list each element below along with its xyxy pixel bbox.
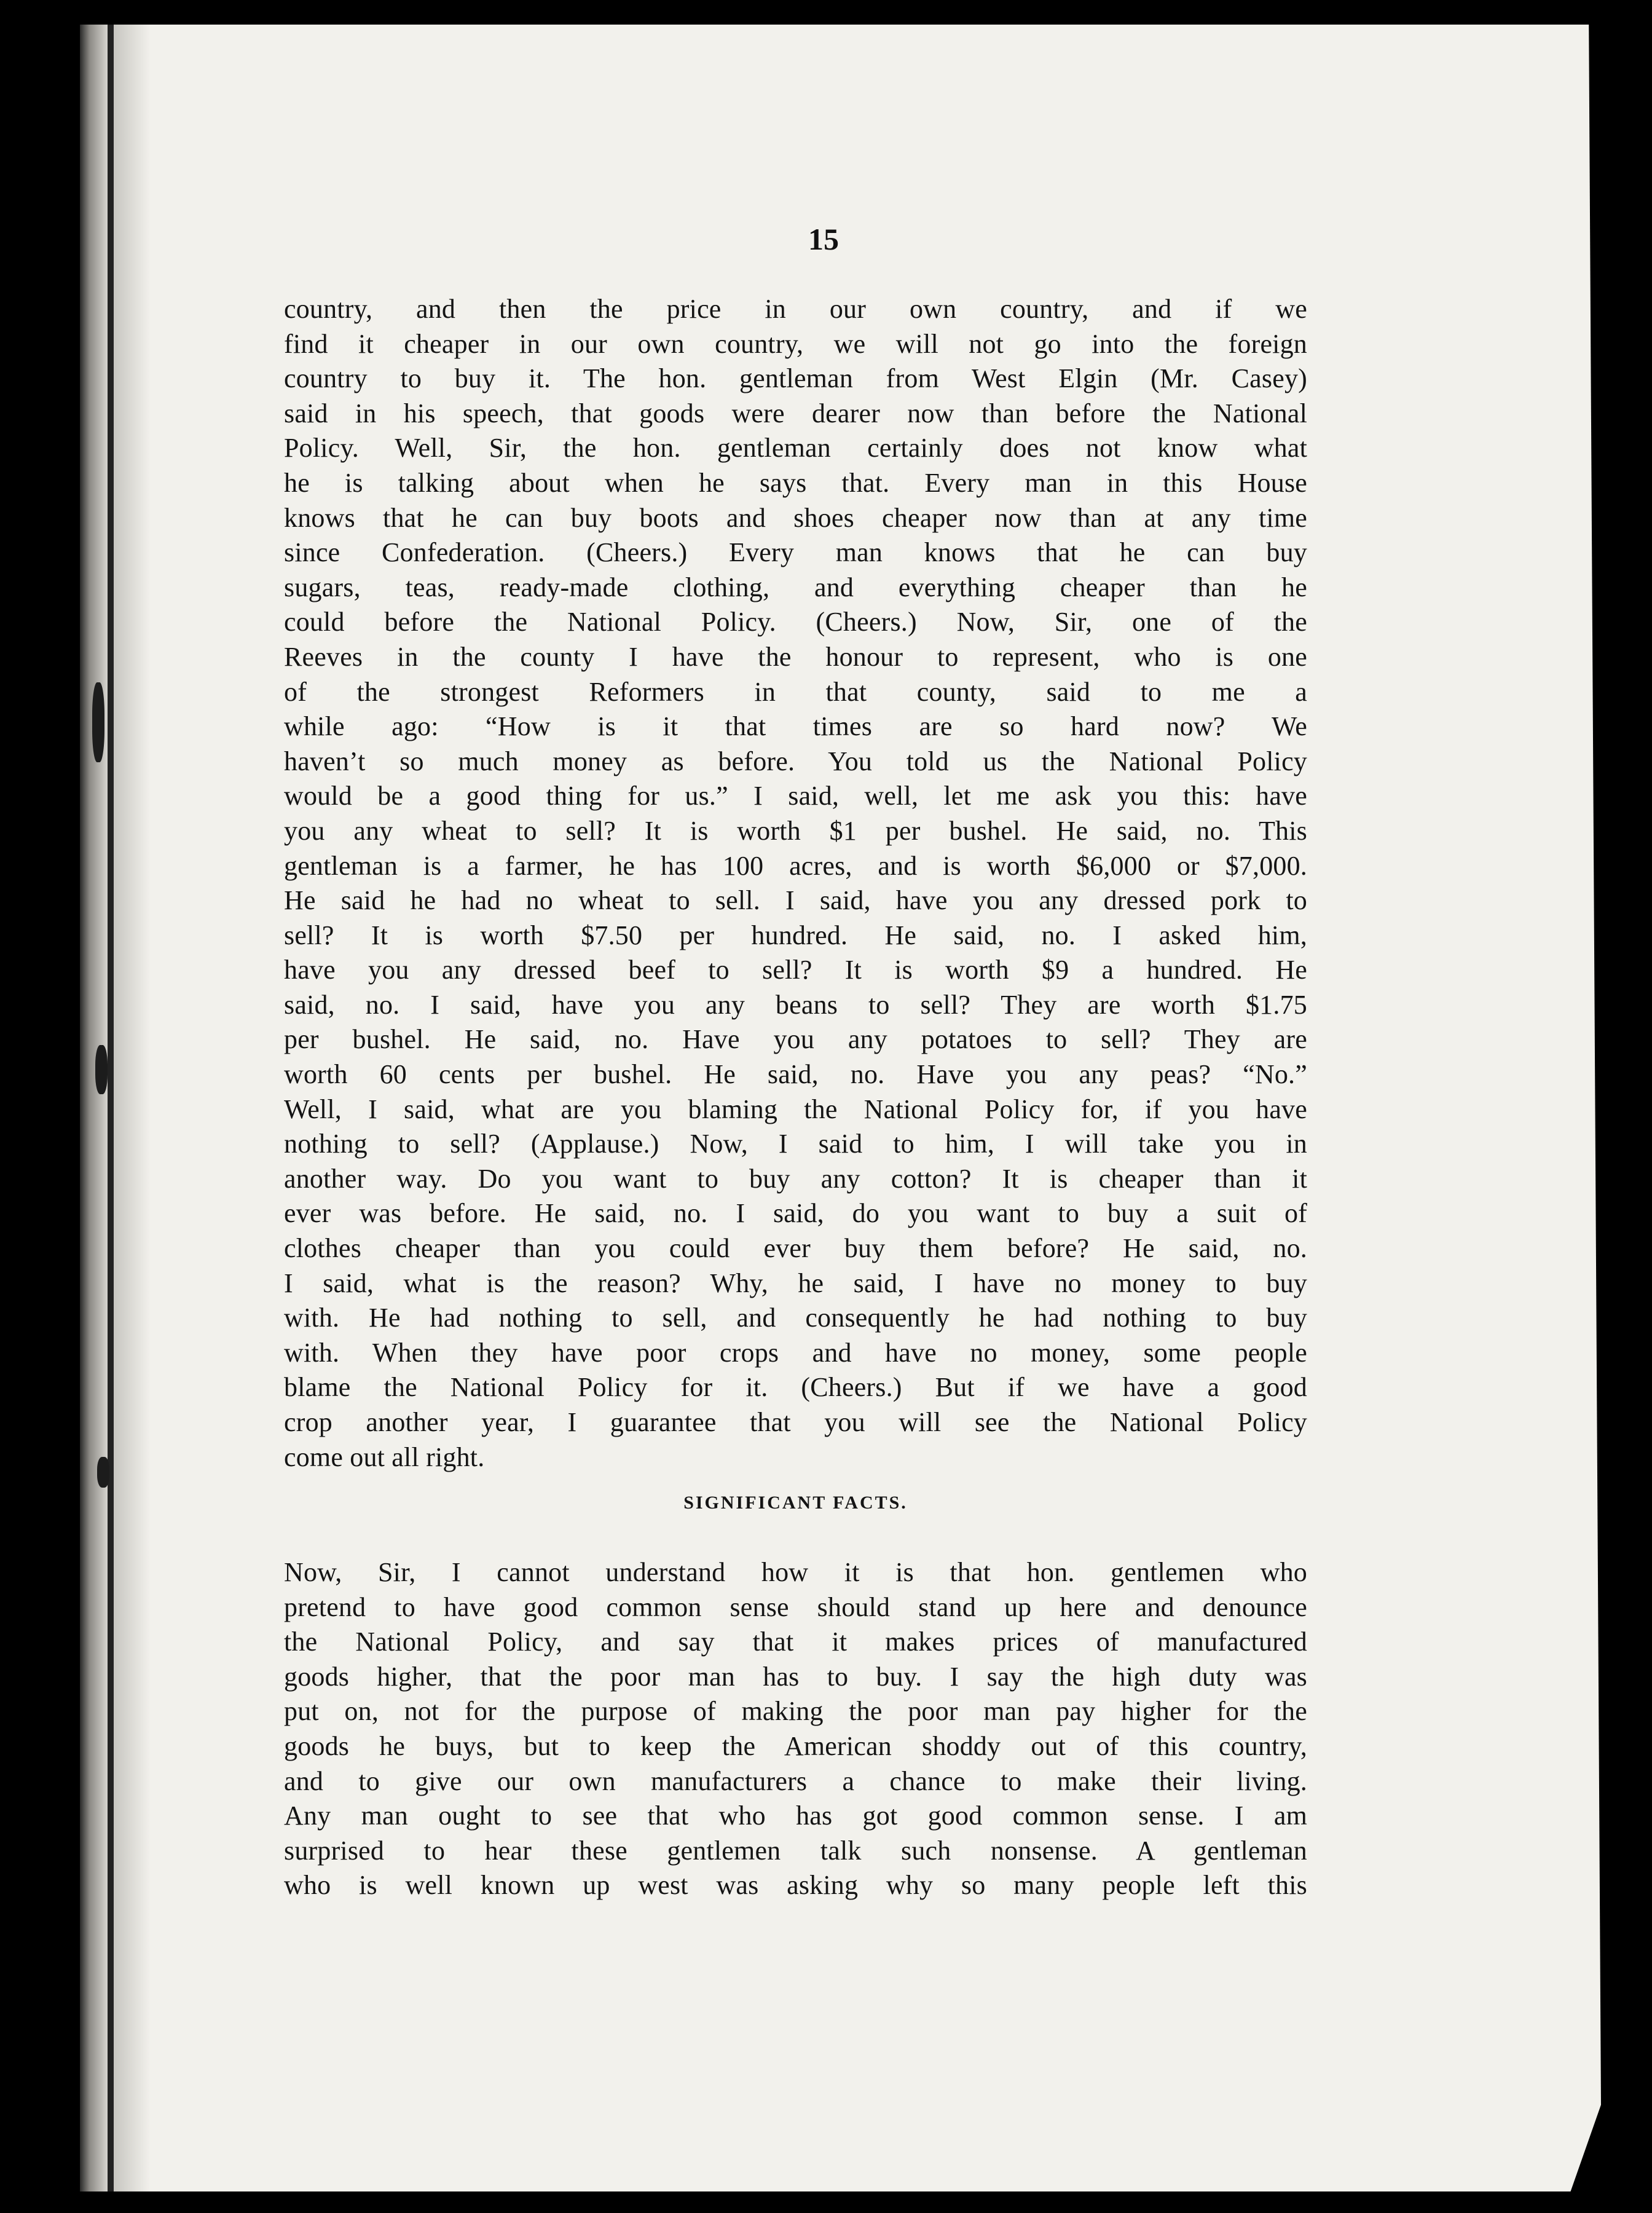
text-line: and to give our own manufacturers a chance to make their living. [284, 1765, 1307, 1796]
text-line: find it cheaper in our own country, we will not go into the foreign [284, 328, 1307, 359]
text-line: of the strongest Reformers in that county, said to me a [284, 676, 1307, 707]
gutter-shadow [114, 25, 151, 2191]
text-line: gentleman is a farmer, he has 100 acres, and is worth $6,000 or $7,000. [284, 850, 1307, 881]
text-line: said in his speech, that goods were dearer now than before the National [284, 398, 1307, 428]
text-line: clothes cheaper than you could ever buy them before? He said, no. [284, 1233, 1307, 1264]
text-line: sell? It is worth $7.50 per hundred. He said, no. I asked him, [284, 920, 1307, 950]
text-line: while ago: “How is it that times are so hard now? We [284, 711, 1307, 742]
text-line: ever was before. He said, no. I said, do you want to buy a suit of [284, 1198, 1307, 1229]
text-line: Now, Sir, I cannot understand how it is that hon. gentlemen who [284, 1557, 1307, 1587]
text-line: come out all right. [284, 1442, 485, 1472]
text-line: with. When they have poor crops and have no money, some people [284, 1337, 1307, 1368]
page-tear-mark [97, 1457, 109, 1488]
text-line: with. He had nothing to sell, and consequently he had nothing to buy [284, 1303, 1307, 1333]
text-line: He said he had no wheat to sell. I said, have you any dressed pork to [284, 885, 1307, 916]
body-text-after-heading [284, 1555, 1307, 1903]
text-line: crop another year, I guarantee that you will see the National Policy [284, 1407, 1307, 1437]
text-line: another way. Do you want to buy any cotton? It is cheaper than it [284, 1163, 1307, 1194]
text-line: put on, not for the purpose of making the poor man pay higher for the [284, 1696, 1307, 1727]
text-line: the National Policy, and say that it makes prices of manufactured [284, 1627, 1307, 1657]
page-tear-mark [95, 1045, 108, 1094]
text-line: Reeves in the county I have the honour to represent, who is one [284, 641, 1307, 672]
binding-stitch-line [108, 25, 114, 2191]
page-number: 15 [808, 222, 839, 256]
text-line: Well, I said, what are you blaming the National Policy for, if you have [284, 1094, 1307, 1124]
text-line: said, no. I said, have you any beans to sell? They are worth $1.75 [284, 989, 1307, 1020]
text-line: would be a good thing for us.” I said, well, let me ask you this: have [284, 781, 1307, 811]
text-line: country to buy it. The hon. gentleman from West Elgin (Mr. Casey) [284, 363, 1307, 394]
text-line: I said, what is the reason? Why, he said, I have no money to buy [284, 1268, 1307, 1298]
text-line: Policy. Well, Sir, the hon. gentleman certainly does not know what [284, 433, 1307, 464]
binding-edge [80, 25, 108, 2191]
text-line: goods he buys, but to keep the American shoddy out of this country, [284, 1730, 1307, 1761]
text-line: knows that he can buy boots and shoes cheaper now than at any time [284, 502, 1307, 533]
text-line: sugars, teas, ready-made clothing, and everything cheaper than he [284, 572, 1307, 602]
text-line: pretend to have good common sense should stand up here and denounce [284, 1592, 1307, 1622]
body-text-before-heading [284, 292, 1307, 1475]
text-line: have you any dressed beef to sell? It is worth $9 a hundred. He [284, 955, 1307, 985]
text-line: could before the National Policy. (Cheers.) Now, Sir, one of the [284, 607, 1307, 637]
section-heading: SIGNIFICANT FACTS. [683, 1493, 908, 1513]
text-line: who is well known up west was asking why so many people left this [284, 1870, 1307, 1901]
text-line: per bushel. He said, no. Have you any potatoes to sell? They are [284, 1024, 1307, 1055]
text-line: since Confederation. (Cheers.) Every man knows that he can buy [284, 537, 1307, 568]
text-line: surprised to hear these gentlemen talk such nonsense. A gentleman [284, 1835, 1307, 1866]
text-line: blame the National Policy for it. (Cheers.) But if we have a good [284, 1372, 1307, 1403]
text-line: haven’t so much money as before. You told us the National Policy [284, 746, 1307, 776]
text-line: goods higher, that the poor man has to buy. I say the high duty was [284, 1661, 1307, 1692]
text-line: nothing to sell? (Applause.) Now, I said to him, I will take you in [284, 1129, 1307, 1159]
text-line: Any man ought to see that who has got good common sense. I am [284, 1801, 1307, 1831]
text-line: you any wheat to sell? It is worth $1 per bushel. He said, no. This [284, 815, 1307, 846]
page-tear-mark [92, 682, 104, 762]
text-line: worth 60 cents per bushel. He said, no. Have you any peas? “No.” [284, 1059, 1307, 1090]
text-line: he is talking about when he says that. Every man in this House [284, 467, 1307, 498]
text-line: country, and then the price in our own country, and if we [284, 294, 1307, 324]
